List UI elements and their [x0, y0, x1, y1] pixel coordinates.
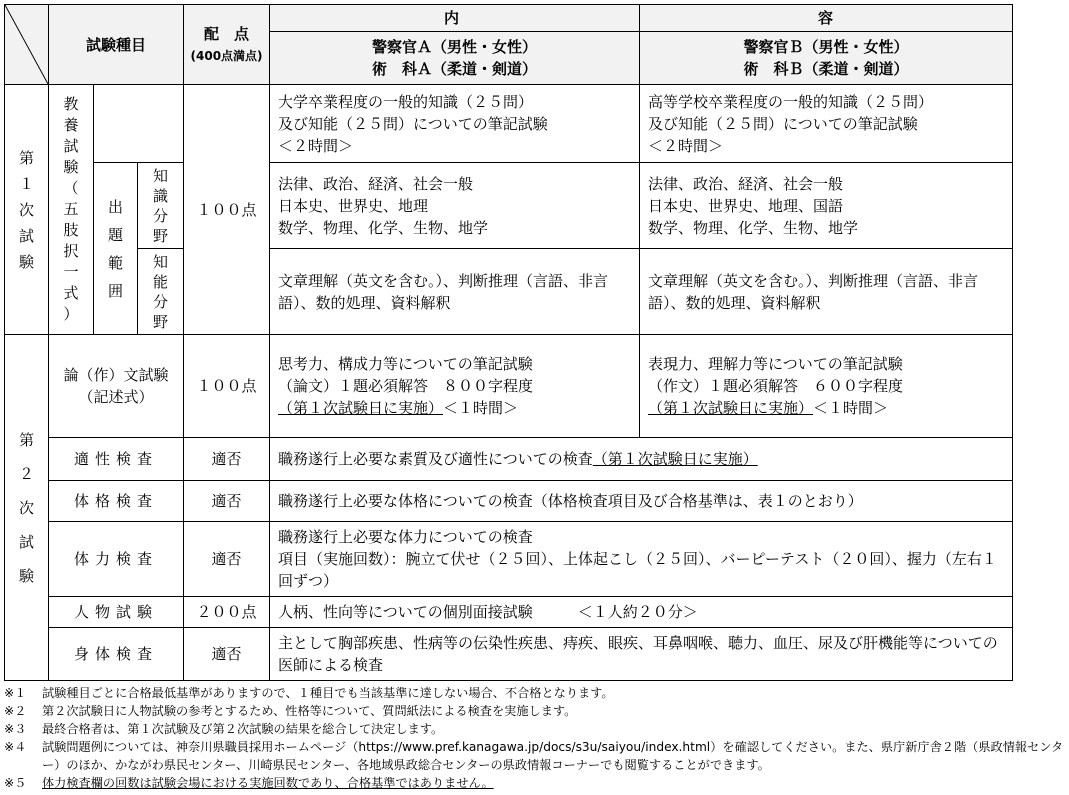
aptitude-points: 適否 [184, 438, 270, 481]
second-exam-label: 第 ２ 次 試 験 [5, 335, 49, 681]
interview-points: ２００点 [184, 597, 270, 628]
aptitude-content: 職務遂行上必要な素質及び適性についての検査（第１次試験日に実施） [270, 438, 1013, 481]
essay-b: 表現力、理解力等についての筆記試験 （作文）１題必須解答 ６００字程度 （第１次試験日に実施）＜１時間＞ [640, 335, 1013, 438]
general-b: 高等学校卒業程度の一般的知識（２５問） 及び知能（２５問）についての筆記試験 ＜２時間＞ [640, 85, 1013, 163]
general-a: 大学卒業程度の一般的知識（２５問） 及び知能（２５問）についての筆記試験 ＜２時間＞ [270, 85, 640, 163]
strength-content: 職務遂行上必要な体力についての検査 項目（実施回数）：腕立て伏せ（２５回）、上体起こし（２５回）、バーピーテスト（２０回）、握力（左右１回ずつ） [270, 522, 1013, 597]
strength-name: 体力検査 [49, 522, 184, 597]
intelligence-a: 文章理解（英文を含む。）、判断推理（言語、非言語）、数的処理、資料解釈 [270, 249, 640, 335]
header-category: 試験種目 [49, 5, 184, 85]
first-exam-points: １００点 [184, 85, 270, 335]
note-3: ※３ 最終合格者は、第１次試験及び第２次試験の結果を総合して決定します。 [4, 722, 444, 736]
aptitude-name: 適性検査 [49, 438, 184, 481]
medical-points: 適否 [184, 628, 270, 681]
header-content-right: 容 [640, 5, 1013, 32]
footnotes [4, 684, 1066, 792]
kyoyo-exam-label: 教 養 試 験 （ 五 肢 択 一 式 ） [49, 85, 94, 335]
header-col-b: 警察官Ｂ（男性・女性） 術 科Ｂ（柔道・剣道） [640, 32, 1013, 85]
interview-content: 人柄、性向等についての個別面接試験 ＜１人約２０分＞ [270, 597, 1013, 628]
essay-a: 思考力、構成力等についての筆記試験 （論文）１題必須解答 ８００字程度 （第１次試験日に実施）＜１時間＞ [270, 335, 640, 438]
first-exam-label: 第 １ 次 試 験 [5, 85, 49, 335]
note-1: ※１ 試験種目ごとに合格最低基準がありますので、１種目でも当該基準に達しない場合、不合格となります。 [4, 686, 614, 700]
exam-table [4, 4, 1013, 681]
medical-content: 主として胸部疾患、性病等の伝染性疾患、痔疾、眼疾、耳鼻咽喉、聴力、血圧、尿及び肝機能等についての医師による検査 [270, 628, 1013, 681]
intelligence-b: 文章理解（英文を含む。）、判断推理（言語、非言語）、数的処理、資料解釈 [640, 249, 1013, 335]
medical-name: 身体検査 [49, 628, 184, 681]
knowledge-field-label: 知 識 分 野 [138, 163, 184, 249]
header-points: 配 点 (400点満点) [184, 5, 270, 85]
note-4: ※４ 試験問題例については、神奈川県職員採用ホームページ（https://www.pref.kanagawa.jp/docs/s3u/saiyou/index.html）を確認してください。また、県庁新庁舎２階（県政情報センター）のほか、かながわ県民センター、川崎県民センター、各地域県政総合センターの県政情報コーナーでも閲覧することができます。 [4, 740, 1064, 772]
note-5: ※５ 体力検査欄の回数は試験会場における実施回数であり、合格基準ではありません。 [4, 776, 494, 790]
essay-points: １００点 [184, 335, 270, 438]
physique-points: 適否 [184, 481, 270, 522]
knowledge-a: 法律、政治、経済、社会一般 日本史、世界史、地理 数学、物理、化学、生物、地学 [270, 163, 640, 249]
first-exam-blank [94, 85, 184, 163]
interview-name: 人物試験 [49, 597, 184, 628]
header-content-left: 内 [270, 5, 640, 32]
physique-name: 体格検査 [49, 481, 184, 522]
strength-points: 適否 [184, 522, 270, 597]
knowledge-b: 法律、政治、経済、社会一般 日本史、世界史、地理、国語 数学、物理、化学、生物、地学 [640, 163, 1013, 249]
essay-exam-name: 論（作）文試験 （記述式） [49, 335, 184, 438]
shutsudai-range-label: 出 題 範 囲 [94, 163, 138, 335]
header-corner [5, 5, 49, 85]
intelligence-field-label: 知 能 分 野 [138, 249, 184, 335]
physique-content: 職務遂行上必要な体格についての検査（体格検査項目及び合格基準は、表１のとおり） [270, 481, 1013, 522]
header-points-note: (400点満点) [190, 48, 263, 63]
header-col-a: 警察官Ａ（男性・女性） 術 科Ａ（柔道・剣道） [270, 32, 640, 85]
note-2: ※２ 第２次試験日に人物試験の参考とするため、性格等について、質問紙法による検査を実施します。 [4, 704, 577, 718]
